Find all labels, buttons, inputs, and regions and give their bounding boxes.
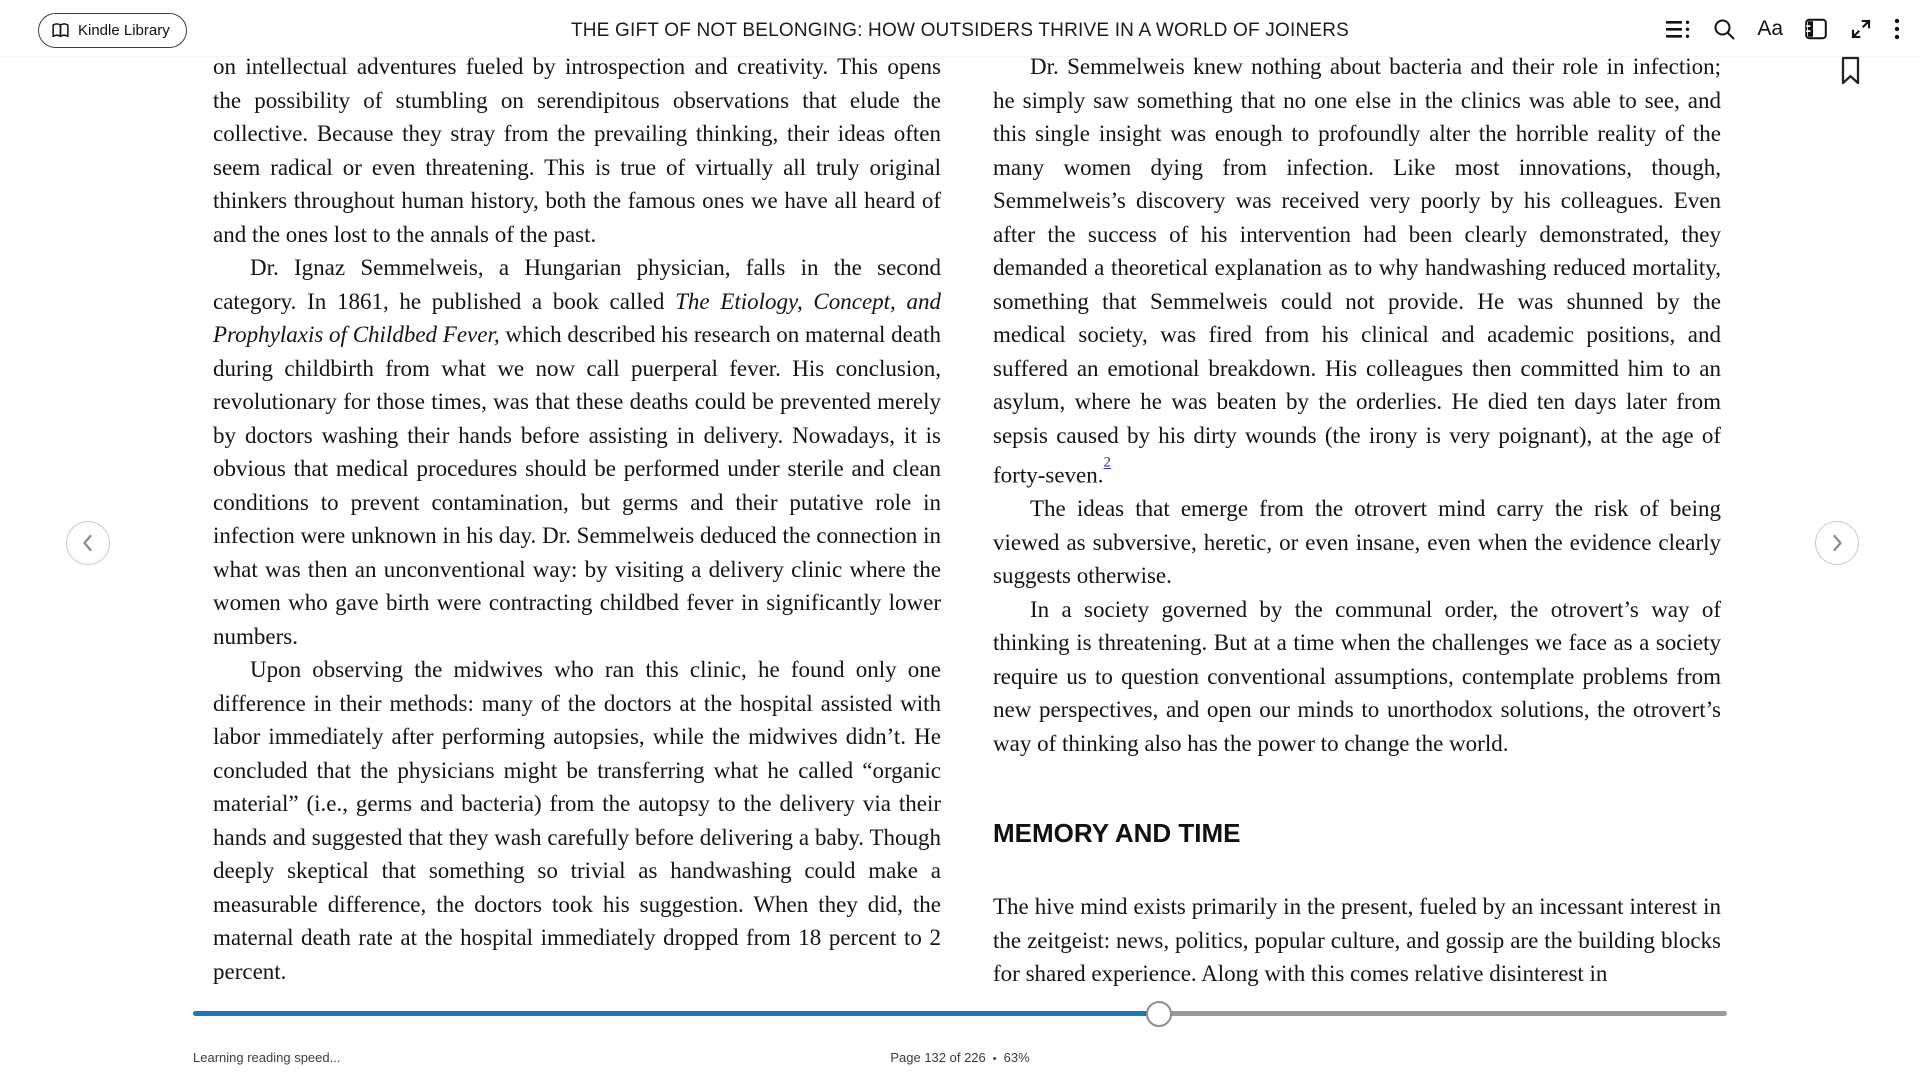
toolbar-icon-group bbox=[1665, 0, 1900, 57]
section-heading: MEMORY AND TIME bbox=[993, 818, 1241, 849]
paragraph-text: Dr. Ignaz Semmelweis, a Hungarian physician, falls in the second category. In 1861, he published a book called bbox=[213, 255, 941, 314]
search-icon[interactable] bbox=[1712, 17, 1736, 41]
chevron-left-icon bbox=[79, 533, 97, 553]
paragraph: The ideas that emerge from the otrovert mind carry the risk of being viewed as subversive, heretic, or even insane, even when the evidence clearly suggests otherwise. bbox=[993, 496, 1721, 589]
kindle-library-label: Kindle Library bbox=[78, 22, 170, 39]
reading-area bbox=[213, 50, 1721, 998]
paragraph-text: Dr. Semmelweis knew nothing about bacteria and their role in infection; he simply saw something that no one else in the clinics was able to see, and this single insight was enough to profoundly alter the horrible reality of the many women dying from infection. Like most innovations, though, Semmelweis’s discovery was received very poorly by his colleagues. Even after the success of his intervention had been clearly demonstrated, they demanded a theoretical explanation as to why handwashing reduced mortality, something that Semmelweis could not provide. He was shunned by the medical society, was fired from his clinical and academic positions, and suffered an emotional breakdown. His colleagues then committed him to an asylum, where he was beaten by the orderlies. He died ten days later from sepsis caused by his dirty wounds (the irony is very poignant), at the age of forty-seven. bbox=[993, 54, 1721, 488]
font-settings-icon[interactable]: Aa bbox=[1757, 17, 1783, 40]
progress-slider-track[interactable] bbox=[193, 1011, 1727, 1016]
next-page-button[interactable] bbox=[1815, 521, 1859, 565]
previous-page-button[interactable] bbox=[66, 521, 110, 565]
progress-fill bbox=[193, 1011, 1159, 1016]
bookmark-icon[interactable] bbox=[1840, 56, 1861, 86]
left-page-column bbox=[213, 50, 941, 998]
table-of-contents-icon[interactable] bbox=[1665, 17, 1691, 41]
book-title: THE GIFT OF NOT BELONGING: HOW OUTSIDERS THRIVE IN A WORLD OF JOINERS bbox=[570, 20, 1350, 41]
paragraph: Upon observing the midwives who ran this clinic, he found only one difference in their methods: many of the doctors at the hospital assisted with labor immediately after performing autopsies, while the midwives didn’t. He concluded that the physicians might be transferring what he called “organic material” (i.e., germs and bacteria) from the autopsy to the delivery via their hands and suggested that they wash carefully before delivering a baby. Though deeply skeptical that something so trivial as handwashing could make a measurable difference, the doctors took his suggestion. When they did, the maternal death rate at the hospital immediately dropped from 18 percent to 2 percent. bbox=[213, 657, 941, 984]
progress-percent-label: 63% bbox=[1003, 1050, 1030, 1065]
reading-speed-status: Learning reading speed... bbox=[193, 1050, 341, 1065]
chevron-right-icon bbox=[1828, 533, 1846, 553]
separator-dot: • bbox=[992, 1053, 997, 1065]
progress-slider-knob[interactable] bbox=[1146, 1001, 1172, 1027]
footnote-link[interactable]: 2 bbox=[1103, 454, 1111, 471]
paragraph-text: which described his research on maternal death during childbirth from what we now call puerperal fever. His conclusion, revolutionary for those times, was that these deaths could be prevented merely by doctors washing their hands before assisting in delivery. Nowadays, it is obvious that medical procedures should be performed under sterile and clean conditions to prevent contamination, but germs and their putative role in infection were unknown in his day. Dr. Semmelweis deduced the connection in what was then an unconventional way: by visiting a delivery clinic where the women who gave birth were contracting childbed fever in significantly lower numbers. bbox=[213, 322, 941, 649]
page-number-label: Page 132 of 226 bbox=[890, 1050, 986, 1065]
book-title-italic: The Etiology, Concept, and Prophylaxis of Childbed Fever, bbox=[213, 288, 941, 347]
paragraph bbox=[213, 251, 941, 653]
right-page-column bbox=[993, 50, 1721, 998]
paragraph: In a society governed by the communal order, the otrovert’s way of thinking is threatening. But at a time when the challenges we face as a society require us to question conventional assumptions, contemplate problems from new perspectives, and open our minds to unorthodox solutions, the otrovert’s way of thinking also has the power to change the world. bbox=[993, 596, 1721, 756]
paragraph: The hive mind exists primarily in the present, fueled by an incessant interest in the zeitgeist: news, politics, popular culture, and gossip are the building blocks for shared experience. Along with this comes relative disinterest in bbox=[993, 894, 1721, 987]
page-info bbox=[0, 1050, 1920, 1065]
toolbar bbox=[0, 0, 1920, 57]
fullscreen-icon[interactable] bbox=[1849, 17, 1873, 41]
paragraph: on intellectual adventures fueled by introspection and creativity. This opens the possibility of stumbling on serendipitous observations that elude the collective. Because they stray from the prevailing thinking, their ideas often seem radical or even threatening. This is true of virtually all truly original thinkers throughout human history, both the famous ones we have all heard of and the ones lost to the annals of the past. bbox=[213, 54, 941, 247]
more-options-icon[interactable] bbox=[1894, 17, 1900, 41]
paragraph bbox=[993, 50, 1721, 492]
page-layout-icon[interactable] bbox=[1804, 17, 1828, 41]
